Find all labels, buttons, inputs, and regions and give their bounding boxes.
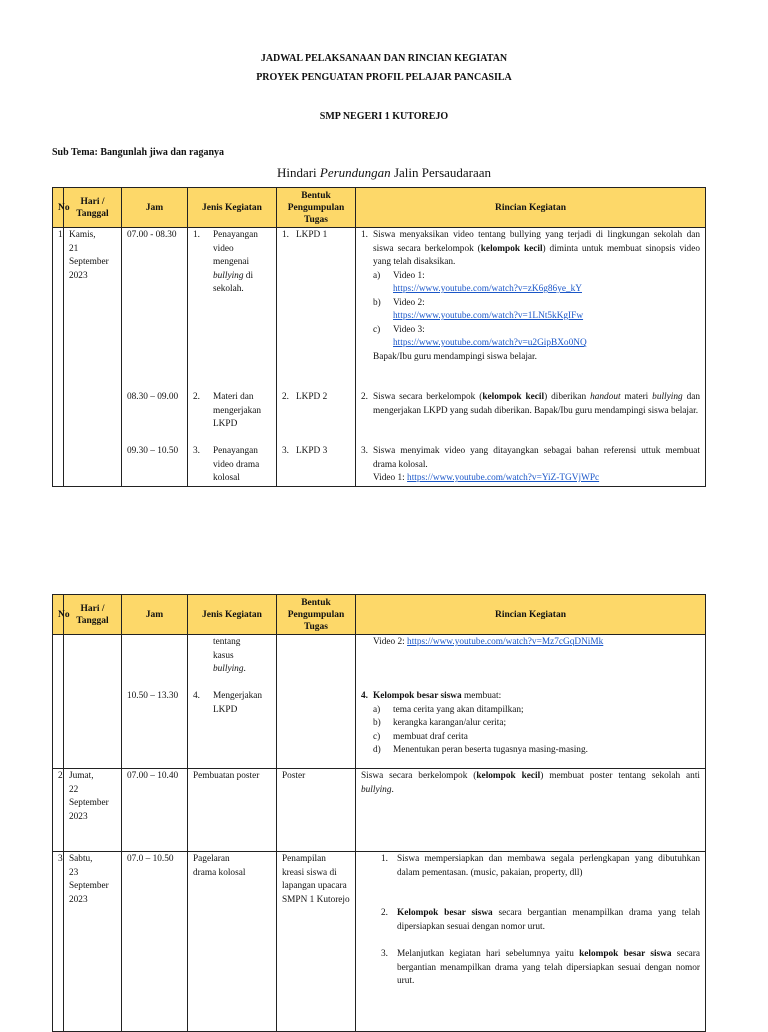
video-link[interactable]: https://www.youtube.com/watch?v=YiZ-TGVjWPc [407,473,600,483]
row-submissions: Penampilan kreasi siswa di lapangan upacara SMPN 1 Kutorejo [277,852,356,1032]
row-submissions: 1. LKPD 1 2. LKPD 2 3. LKPD 3 [277,228,356,487]
col-header-hari: Hari / Tanggal [64,188,122,228]
row-times: 10.50 – 13.30 [122,635,188,769]
video-link[interactable]: https://www.youtube.com/watch?v=zK6g86ye_kY [393,284,582,294]
col-header-jam: Jam [122,188,188,228]
row-date: Jumat, 22 September 2023 [64,769,122,852]
row-details: Siswa secara berkelompok (kelompok kecil) membuat poster tentang sekolah anti bullying. [356,769,706,852]
row-activities: Pagelaran drama kolosal [188,852,277,1032]
video-link[interactable]: https://www.youtube.com/watch?v=u2GipBXo0NQ [393,338,587,348]
row-date: Sabtu, 23 September 2023 [64,852,122,1032]
row-details: 1. Siswa menyaksikan video tentang bullying yang terjadi di lingkungan sekolah dan siswa secara berkelompok (kelompok kecil) diminta untuk membuat sinopsis video yang telah disaksikan. a) Video 1: https://www.youtube.com/watch?v=zK6g86ye_kY b) Video 2: https://www.youtube.com/watch?v=1LNt5kKgIFw c) Video 3: https://www.youtube.com/watch?v=u2GipBXo0NQ Bapak/Ibu guru mendampingi siswa belajar. 2. Siswa secara berkelompok (kelompok kecil) diberikan handout materi bullying dan mengerjakan LKPD yang sudah diberikan. Bapak/Ibu guru mendampingi siswa belajar. 3. Siswa menyimak video yang ditayangkan sebagai bahan referensi uttuk membuat drama kolosal. Video 1: https://www.youtube.com/watch?v=YiZ-TGVjWPc [356,228,706,487]
sub-tema-label: Sub Tema: Bangunlah jiwa dan raganya [52,147,225,158]
video-link[interactable]: https://www.youtube.com/watch?v=1LNt5kKgIFw [393,311,584,321]
table-row [53,635,706,769]
col-header-bentuk: Bentuk Pengumpulan Tugas [277,188,356,228]
col-header-jenis: Jenis Kegiatan [188,595,277,635]
col-header-no: No [53,595,64,635]
document-subtitle: PROYEK PENGUATAN PROFIL PELAJAR PANCASILA [256,72,512,83]
col-header-bentuk: Bentuk Pengumpulan Tugas [277,595,356,635]
row-no: 2 [53,769,64,852]
schedule-table-1 [52,187,706,487]
row-times: 07.00 – 10.40 [122,769,188,852]
col-header-jam: Jam [122,595,188,635]
schedule-table-2 [52,594,706,1032]
col-header-rincian: Rincian Kegiatan [356,188,706,228]
row-details: 1. Siswa mempersiapkan dan membawa segala perlengkapan yang dibutuhkan dalam pementasan. (music, pakaian, property, dll) 2. Kelompok besar siswa secara bergantian menampilkan drama yang telah dipersiapkan sesuai dengan nomor urut. 3. Melanjutkan kegiatan hari sebelumnya yaitu kelompok besar siswa secara bergantian menampilkan drama yang telah dipersiapkan sesuai dengan nomor urut. [356,852,706,1032]
col-header-jenis: Jenis Kegiatan [188,188,277,228]
row-times: 07.00 - 08.30 08.30 – 09.00 09.30 – 10.50 [122,228,188,487]
col-header-no: No [53,188,64,228]
row-activities: tentang kasus bullying. 4. Mengerjakan LKPD [188,635,277,769]
row-no: 1 [53,228,64,487]
row-submissions: Poster [277,769,356,852]
row-date: Kamis, 21 September 2023 [64,228,122,487]
video-link[interactable]: https://www.youtube.com/watch?v=Mz7cGqDNiMk [407,637,604,647]
document-title: JADWAL PELAKSANAAN DAN RINCIAN KEGIATAN [260,53,508,64]
table-row [53,769,706,852]
theme-title: Hindari Perundungan Jalin Persaudaraan [276,165,492,180]
table-row [53,852,706,1032]
row-activities: 1. Penayangan video mengenai bullying di sekolah. 2. Materi dan mengerjakan LKPD 3. Penayangan video drama kolosal [188,228,277,487]
row-details: Video 2: https://www.youtube.com/watch?v=Mz7cGqDNiMk 4. Kelompok besar siswa membuat: a) tema cerita yang akan ditampilkan; b) kerangka karangan/alur cerita; c) membuat draf cerita d) Menentukan peran beserta tugasnya masing-masing. [356,635,706,769]
row-times: 07.0 – 10.50 [122,852,188,1032]
table-row [53,228,706,487]
row-no: 3 [53,852,64,1032]
row-activities: Pembuatan poster [188,769,277,852]
school-name: SMP NEGERI 1 KUTOREJO [319,111,449,122]
col-header-hari: Hari / Tanggal [64,595,122,635]
col-header-rincian: Rincian Kegiatan [356,595,706,635]
